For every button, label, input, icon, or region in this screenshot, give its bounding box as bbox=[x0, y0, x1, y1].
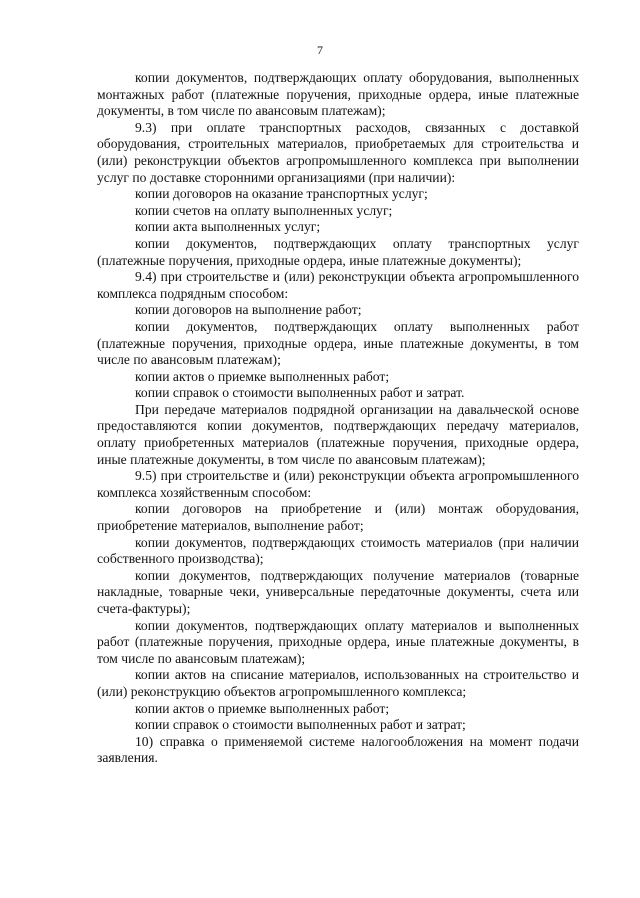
page-number: 7 bbox=[317, 43, 323, 57]
paragraph: копии акта выполненных услуг; bbox=[135, 219, 321, 235]
paragraph: копии договоров на оказание транспортных услуг; bbox=[135, 186, 428, 202]
paragraph: копии счетов на оплату выполненных услуг; bbox=[135, 202, 393, 218]
paragraph: 9.5) при строительстве и (или) реконструкции объекта агропромышленного комплекса хозяйственным способом: bbox=[97, 468, 579, 500]
paragraph: копии справок о стоимости выполненных работ и затрат. bbox=[135, 385, 465, 401]
paragraph: копии документов, подтверждающих оплату транспортных услуг (платежные поручения, приходные ордера, иные платежные документы); bbox=[97, 235, 579, 268]
paragraph: 9.3) при оплате транспортных расходов, связанных с доставкой оборудования, строительных материалов, приобретаемых для строительства и (или) реконструкции объектов агропромышленного комплекса при выполнении услуг по доставке сторонними организациями (при наличии): bbox=[97, 119, 579, 185]
paragraph: копии договоров на приобретение и (или) монтаж оборудования, приобретение материалов, выполнение работ; bbox=[97, 501, 579, 534]
paragraph: копии актов о приемке выполненных работ; bbox=[135, 368, 390, 384]
paragraph: копии справок о стоимости выполненных работ и затрат; bbox=[135, 717, 466, 733]
document-body bbox=[97, 70, 579, 767]
paragraph: копии документов, подтверждающих оплату материалов и выполненных работ (платежные поручения, приходные ордера, иные платежные документы, в том числе по авансовым платежам); bbox=[97, 617, 579, 666]
paragraph: При передаче материалов подрядной организации на давальческой основе предоставляются копии документов, подтверждающих передачу материалов, оплату приобретенных материалов (платежные поручения, приходные ордера, иные платежные документы, в том числе по авансовым платежам); bbox=[97, 401, 579, 467]
paragraph: 10) справка о применяемой системе налогообложения на момент подачи заявления. bbox=[97, 733, 579, 766]
paragraph: копии актов на списание материалов, использованных на строительство и (или) реконструкцию объектов агропромышленного комплекса; bbox=[97, 667, 579, 699]
paragraph: копии актов о приемке выполненных работ; bbox=[135, 700, 390, 716]
paragraph: копии документов, подтверждающих оплату выполненных работ (платежные поручения, приходные ордера, иные платежные документы, в том числе по авансовым платежам); bbox=[97, 318, 579, 368]
paragraph: копии документов, подтверждающих получение материалов (товарные накладные, товарные чеки, универсальные передаточные документы, счета или счета-фактуры); bbox=[97, 567, 579, 616]
paragraph: копии документов, подтверждающих стоимость материалов (при наличии собственного производства); bbox=[97, 534, 579, 567]
paragraph: копии документов, подтверждающих оплату оборудования, выполненных монтажных работ (платежные поручения, приходные ордера, иные платежные документы, в том числе по авансовым платежам); bbox=[97, 70, 579, 119]
paragraph: 9.4) при строительстве и (или) реконструкции объекта агропромышленного комплекса подрядным способом: bbox=[97, 269, 579, 301]
paragraph: копии договоров на выполнение работ; bbox=[135, 302, 362, 318]
